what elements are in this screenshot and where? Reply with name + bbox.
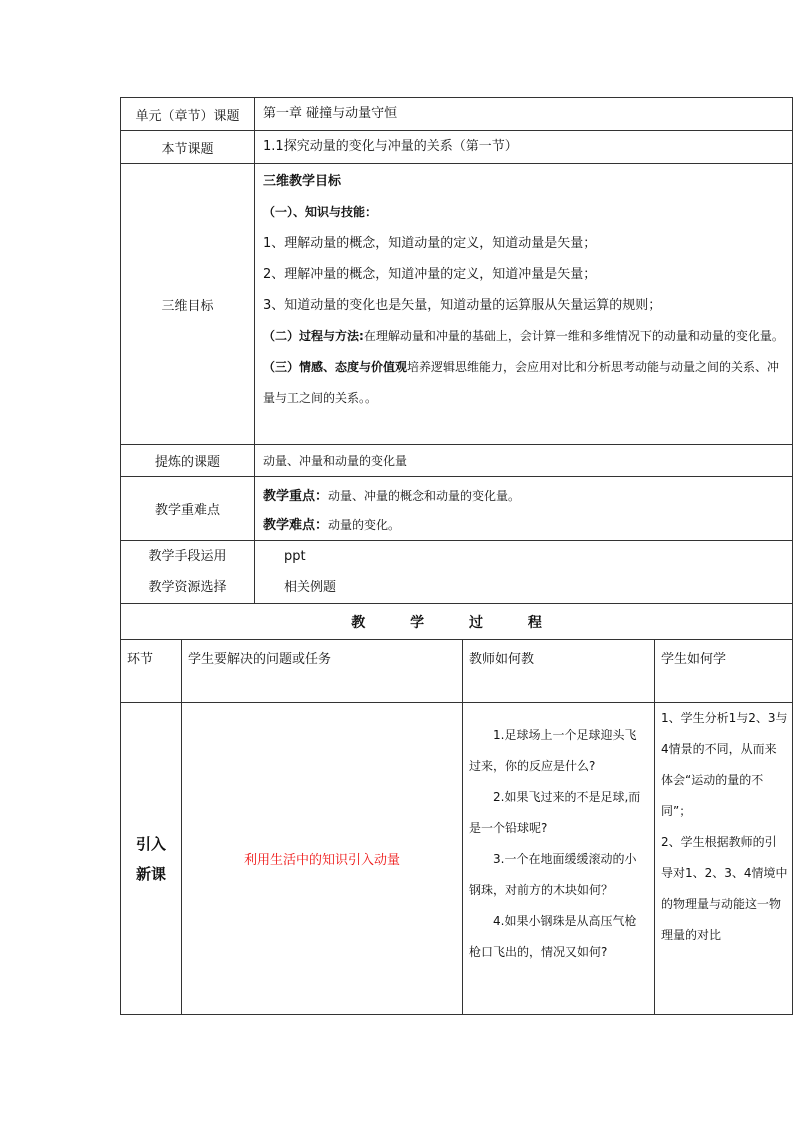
key-point [263, 482, 784, 511]
means-values [255, 541, 793, 604]
learn-item-1: 1、学生分析1与2、3与4情景的不同，从而来体会“运动的量的不同”； [661, 711, 788, 818]
learn-cell [655, 703, 793, 1015]
header-stage: 环节 [121, 640, 182, 703]
key-row [121, 477, 793, 541]
process-row-intro [121, 703, 793, 1015]
key-point-text: 动量、冲量的概念和动量的变化量。 [328, 489, 521, 503]
emotion-text: 培养逻辑思维能力，会应用对比和分析思考动能与动量之间的关系、冲量与工之间的关系。。 [263, 360, 780, 405]
process-title: 教 学 过 程 [121, 604, 793, 640]
resource-label: 教学资源选择 [148, 580, 227, 595]
resource-value: 相关例题 [284, 580, 337, 595]
teach-item-2: 2.如果飞过来的不是足球,而是一个铅球呢? [469, 790, 641, 835]
unit-label: 单元（章节）课题 [121, 98, 255, 131]
header-teach: 教师如何教 [463, 640, 655, 703]
goals-row [121, 164, 793, 445]
means-value: ppt [284, 549, 306, 564]
process-heading: （二）过程与方法: [263, 329, 364, 343]
header-task: 学生要解决的问题或任务 [182, 640, 463, 703]
teach-cell [463, 703, 655, 1015]
goal-item-1: 1、理解动量的概念，知道动量的定义，知道动量是矢量； [263, 236, 597, 251]
goals-content [255, 164, 793, 445]
stage-text: 引入新课 [135, 834, 166, 883]
knowledge-heading: （一）、知识与技能： [263, 205, 378, 219]
section-value: 1.1探究动量的变化与冲量的关系（第一节） [255, 131, 793, 164]
goal-item-2: 2、理解冲量的概念，知道冲量的定义，知道冲量是矢量； [263, 267, 597, 282]
stage-cell [121, 703, 182, 1015]
unit-row [121, 98, 793, 131]
teach-item-3: 3.一个在地面缓缓滚动的小钢珠，对前方的木块如何？ [469, 852, 637, 897]
goals-label: 三维目标 [121, 164, 255, 445]
process-header-row [121, 640, 793, 703]
means-row [121, 541, 793, 604]
key-content [255, 477, 793, 541]
topic-label: 提炼的课题 [121, 445, 255, 477]
lesson-plan-table [120, 97, 793, 1015]
process-goal [263, 321, 784, 352]
key-point-heading: 教学重点： [263, 489, 329, 504]
teach-item-1: 1.足球场上一个足球迎头飞过来，你的反应是什么? [469, 728, 637, 773]
process-text: 在理解动量和冲量的基础上，会计算一维和多维情况下的动量和动量的变化量。 [363, 329, 784, 343]
difficult-text: 动量的变化。 [328, 518, 401, 532]
topic-row [121, 445, 793, 477]
header-learn: 学生如何学 [655, 640, 793, 703]
difficult-heading: 教学难点： [263, 518, 329, 533]
means-labels [121, 541, 255, 604]
means-label: 教学手段运用 [148, 549, 227, 564]
key-label: 教学重难点 [121, 477, 255, 541]
emotion-heading: （三）情感、态度与价值观 [263, 360, 408, 374]
goal-item-3: 3、知道动量的变化也是矢量，知道动量的运算服从矢量运算的规则； [263, 298, 662, 313]
emotion-goal [263, 352, 784, 414]
task-text: 利用生活中的知识引入动量 [182, 703, 463, 1015]
teach-item-4: 4.如果小钢珠是从高压气枪枪口飞出的，情况又如何? [469, 914, 637, 959]
learn-item-2: 2、学生根据教师的引导对1、2、3、4情境中的物理量与动能这一物理量的对比 [661, 835, 788, 942]
goals-title: 三维教学目标 [263, 174, 342, 189]
difficult-point [263, 511, 784, 540]
unit-value: 第一章 碰撞与动量守恒 [255, 98, 793, 131]
section-label: 本节课题 [121, 131, 255, 164]
topic-value: 动量、冲量和动量的变化量 [255, 445, 793, 477]
process-title-row [121, 604, 793, 640]
section-row [121, 131, 793, 164]
